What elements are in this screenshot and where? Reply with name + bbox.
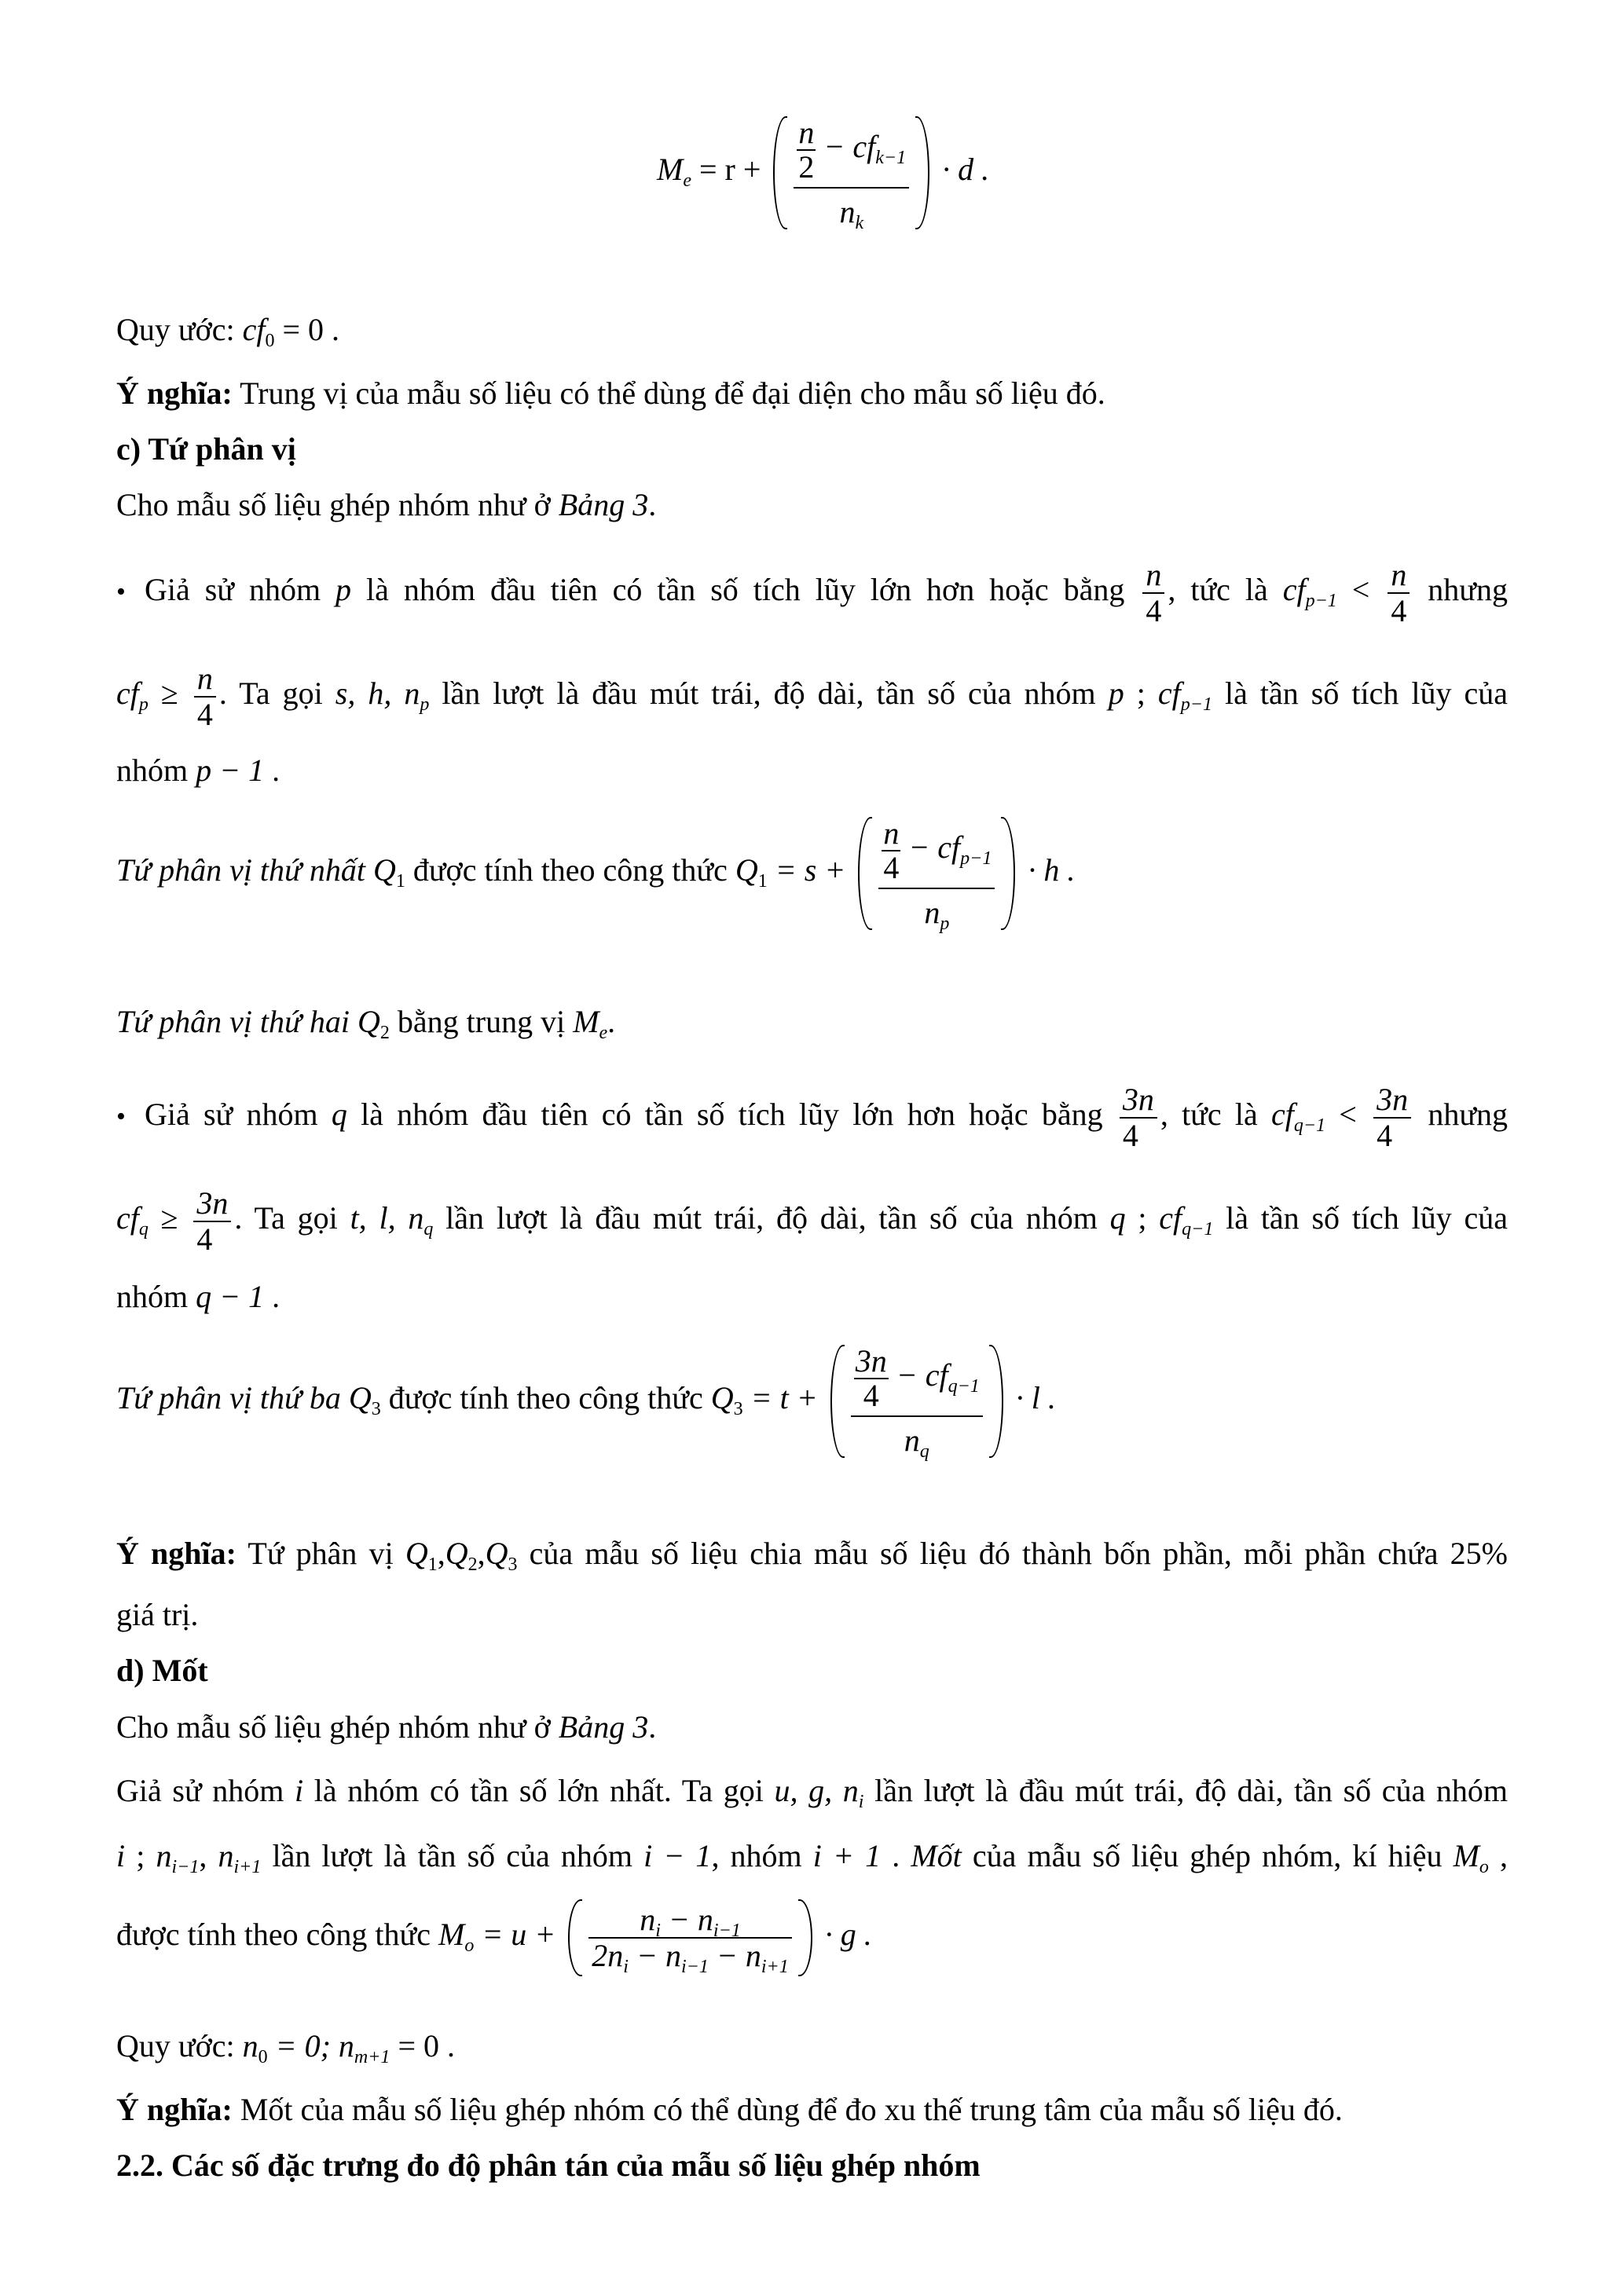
quartile-meaning-line2: giá trị. (116, 1597, 199, 1632)
q1-para-line1: • Giả sử nhóm p là nhóm đầu tiên có tần số tích lũy lớn hơn hoặc bằng $\frac{n}{4}$ , tức là $cf_{p-1}$ < $\frac{n}{4}$ nhưng (116, 557, 1508, 628)
mode-para-line1: Giả sử nhóm i là nhóm có tần số lớn nhất. Ta gọi u, g, $n_i$ lần lượt là đầu mút trái, độ dài, tần số của nhóm (116, 1773, 1509, 1812)
median-convention: Quy ước: $cf_0 = 0$ . (116, 312, 340, 351)
mode-formula: được tính theo công thức $M_o = u$ + $\frac{n_i - n_{i-1}}{2n_i - n_{i-1} - n_{i+1}}$ · g . (116, 1899, 872, 1976)
q1-para-line2: $cf_p$ ≥ $\frac{n}{4}$ . Ta gọi s, h, $n_p$ lần lượt là đầu mút trái, độ dài, tần số của nhóm p ; $cf_{p-1}$ là tần số tích lũy của (116, 661, 1509, 732)
quartile-heading: c) Tứ phân vị (116, 431, 296, 467)
q2-line: Tứ phân vị thứ hai $Q_2$ bằng trung vị $M_e$. (116, 1004, 616, 1043)
mode-intro: Cho mẫu số liệu ghép nhóm như ở Bảng 3. (116, 1709, 657, 1745)
q3-para-line3: nhóm q − 1 . (116, 1279, 280, 1314)
mode-meaning: Ý nghĩa: Mốt của mẫu số liệu ghép nhóm có thể dùng để đo xu thế trung tâm của mẫu số liệu đó. (116, 2092, 1343, 2127)
q3-formula: Tứ phân vị thứ ba $Q_3$ được tính theo công thức $Q_3 = t$ + $\frac{3n}{4}$ − $cf_{q-1}$ $n_q$ · l . (116, 1343, 1056, 1462)
mode-heading: d) Mốt (116, 1653, 208, 1688)
median-meaning: Ý nghĩa: Trung vị của mẫu số liệu có thể dùng để đại diện cho mẫu số liệu đó. (116, 375, 1105, 411)
q3-para-line1: • Giả sử nhóm q là nhóm đầu tiên có tần số tích lũy lớn hơn hoặc bằng $\frac{3n}{4}$ , tức là $cf_{q-1}$ < $\frac{3n}{4}$ nhưng (116, 1082, 1508, 1153)
median-formula: $M_e = r$ + $\frac{n}{2}$ − $cf_{k-1}$ $n_k$ · d . (657, 115, 990, 233)
quartile-intro: Cho mẫu số liệu ghép nhóm như ở Bảng 3. (116, 487, 657, 522)
q1-para-line3: nhóm p − 1 . (116, 753, 280, 788)
quartile-meaning-line1: Ý nghĩa: Tứ phân vị $Q_1,Q_2,Q_3$ của mẫu số liệu chia mẫu số liệu đó thành bốn phần, mỗi phần chứa 25% (116, 1536, 1508, 1575)
q1-formula: Tứ phân vị thứ nhất $Q_1$ được tính theo công thức $Q_1 = s$ + $\frac{n}{4}$ − $cf_{p-1}$ $n_p$ · h . (116, 815, 1076, 934)
q3-para-line2: $cf_q$ ≥ $\frac{3n}{4}$ . Ta gọi t, l, $n_q$ lần lượt là đầu mút trái, độ dài, tần số của nhóm q ; $cf_{q-1}$ là tần số tích lũy của (116, 1185, 1508, 1257)
mode-para-line2: i ; $n_{i-1}$, $n_{i+1}$ lần lượt là tần số của nhóm i − 1, nhóm i + 1 . Mốt của mẫu số liệu ghép nhóm, kí hiệu $M_o$ , (116, 1838, 1509, 1877)
section-heading: 2.2. Các số đặc trưng đo độ phân tán của mẫu số liệu ghép nhóm (116, 2148, 981, 2183)
mode-convention: Quy ước: $n_0 = 0$; $n_{m+1} = 0$ . (116, 2028, 455, 2067)
